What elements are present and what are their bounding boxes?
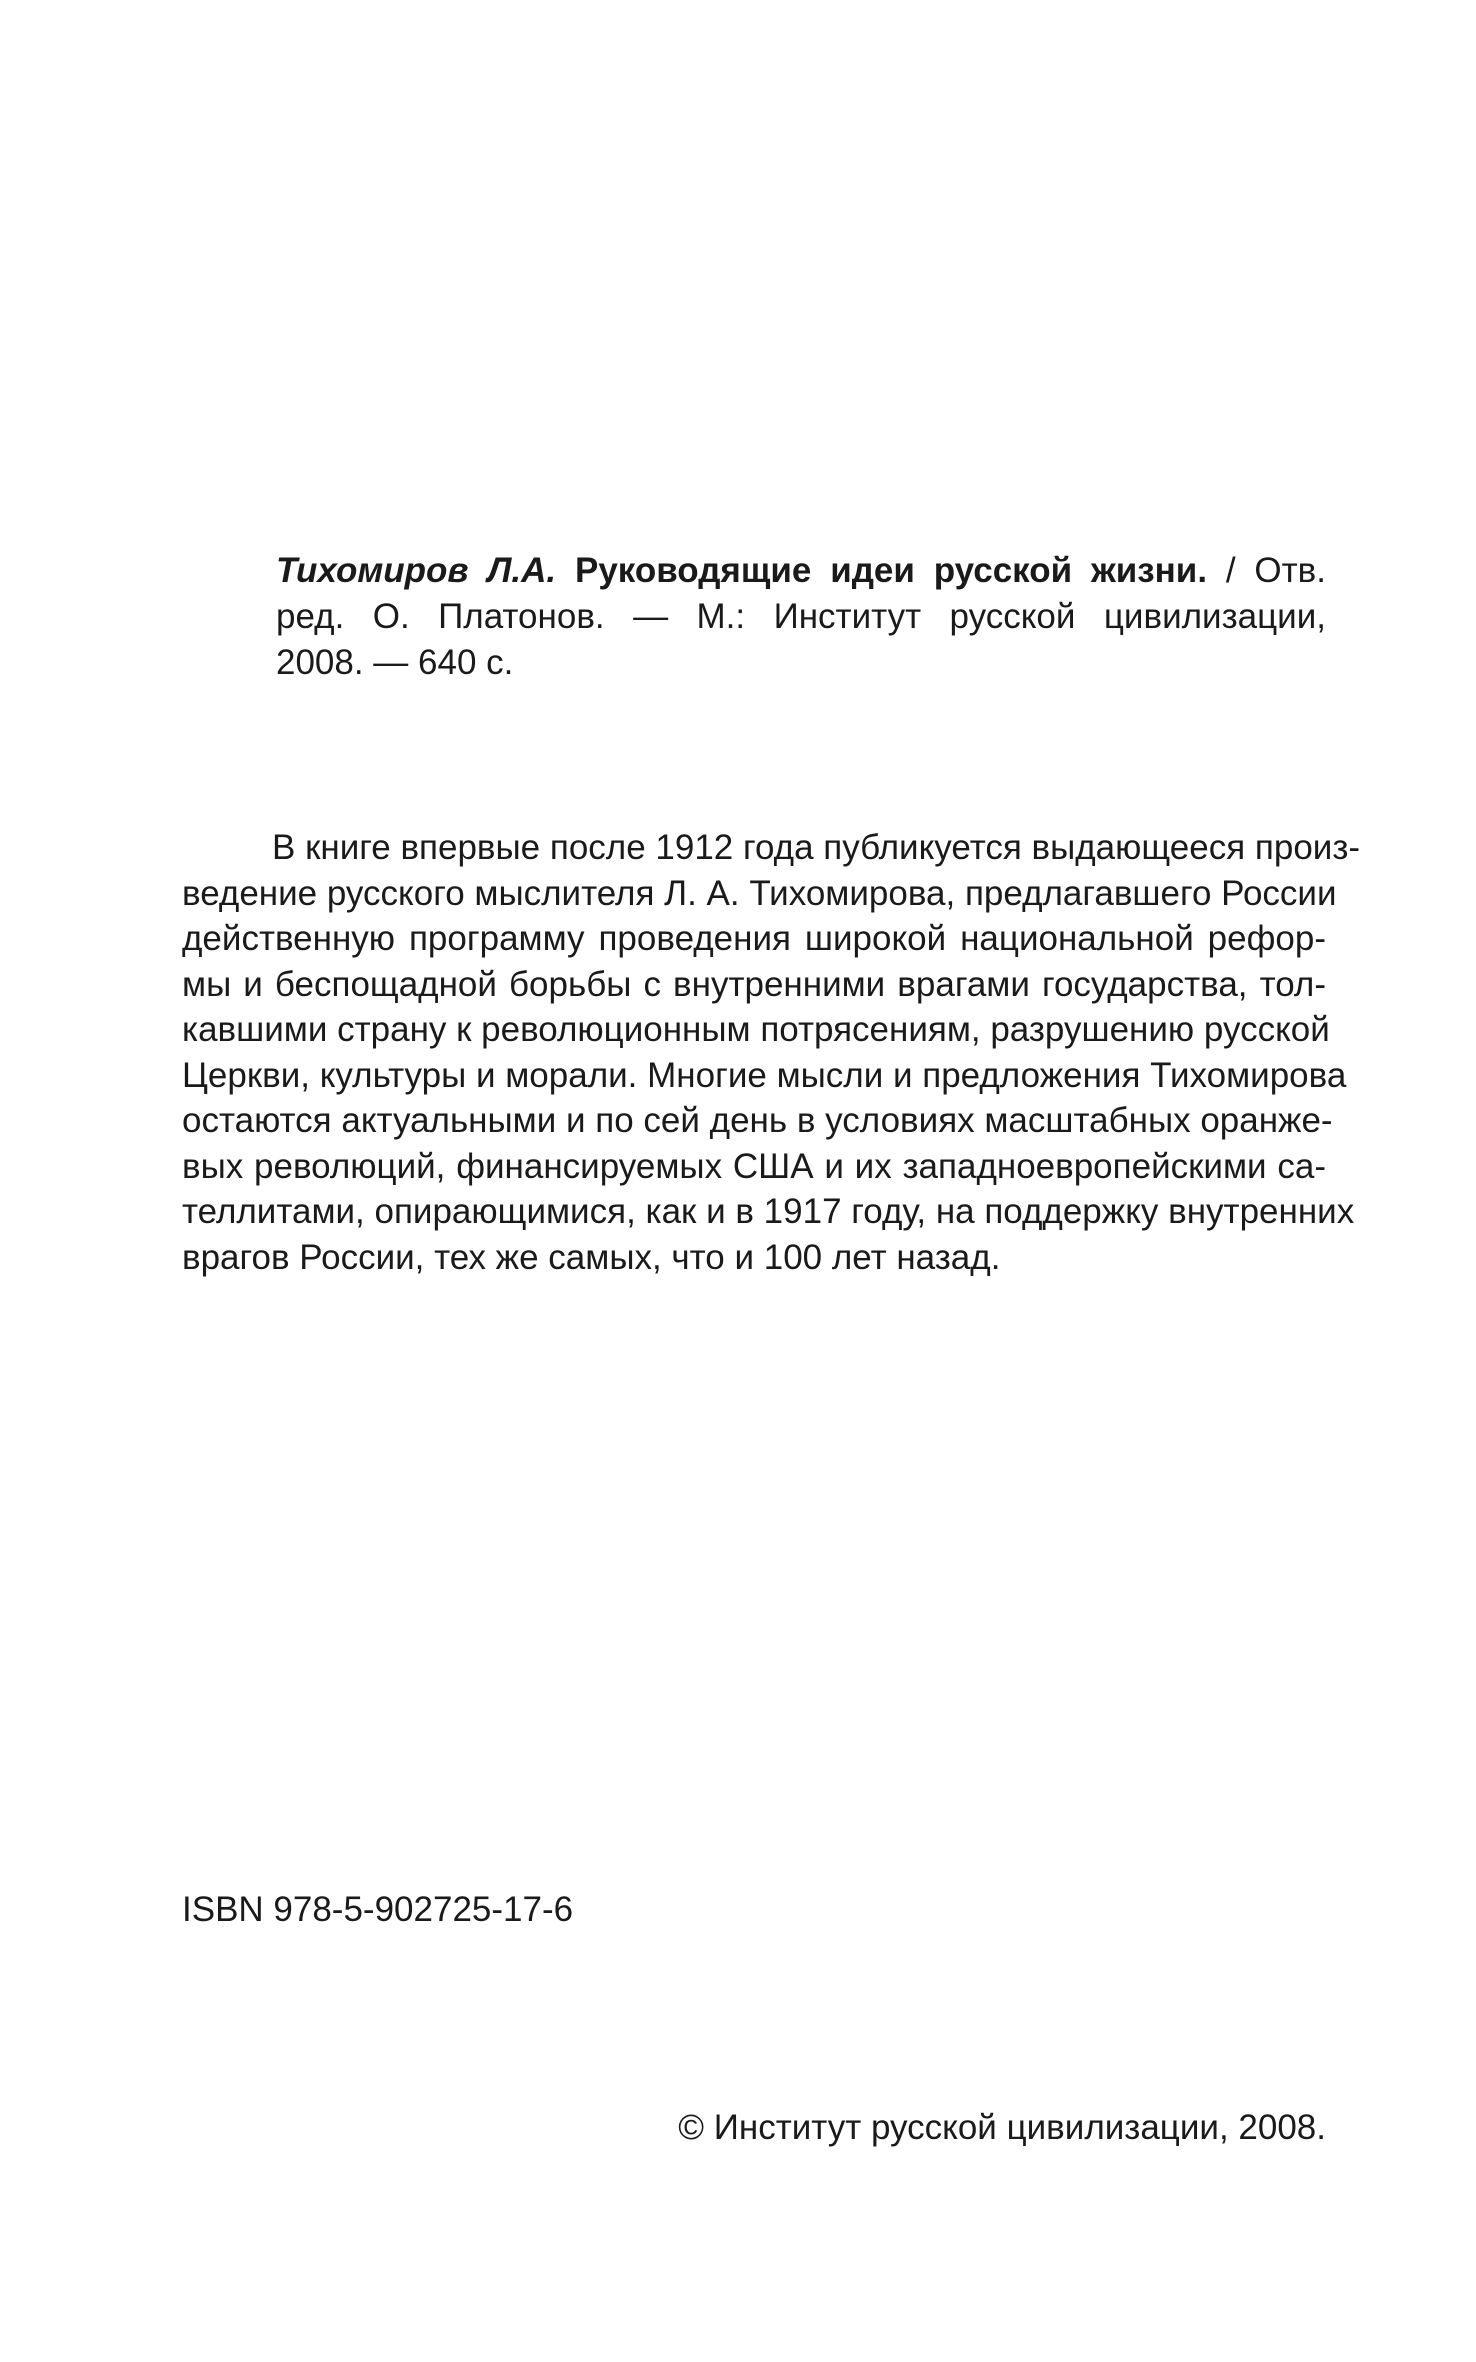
bib-line-2: ред. О. Платонов. — М.: Институт русской цивилизации,: [276, 597, 1326, 636]
author-name: Тихомиров Л.А.: [276, 551, 557, 590]
bibliographic-record: [276, 548, 1326, 686]
annotation-line: остаются актуальными и по сей день в условиях масштабных оранже-: [182, 1101, 1333, 1140]
annotation-paragraph: [182, 825, 1361, 1280]
annotation-line: мы и беспощадной борьбы с внутренними врагами государства, тол-: [182, 964, 1326, 1004]
annotation-line: В книге впервые после 1912 года публикуется выдающееся произ-: [272, 828, 1361, 867]
annotation-line: ведение русского мыслителя Л. А. Тихомирова, предлагавшего России: [182, 873, 1337, 913]
annotation-line: теллитами, опирающимися, как и в 1917 году, на поддержку внутренних: [182, 1192, 1355, 1231]
book-title: Руководящие идеи русской жизни.: [575, 551, 1208, 590]
bib-line-3: 2008. — 640 с.: [276, 643, 514, 682]
annotation-line: врагов России, тех же самых, что и 100 лет назад.: [182, 1237, 1001, 1277]
isbn-number: ISBN 978-5-902725-17-6: [182, 1890, 574, 1929]
annotation-line: Церкви, культуры и морали. Многие мысли и предложения Тихомирова: [182, 1055, 1347, 1095]
bib-line-1: [276, 548, 1326, 594]
annotation-line: вых революций, финансируемых США и их западноевропейскими са-: [182, 1146, 1326, 1186]
copyright-notice: © Институт русской цивилизации, 2008.: [678, 2108, 1326, 2147]
bib-line-1-rest: / Отв.: [1225, 551, 1326, 590]
annotation-line: кавшими страну к революционным потрясениям, разрушению русской: [182, 1010, 1330, 1049]
annotation-line: действенную программу проведения широкой национальной рефор-: [182, 919, 1326, 958]
